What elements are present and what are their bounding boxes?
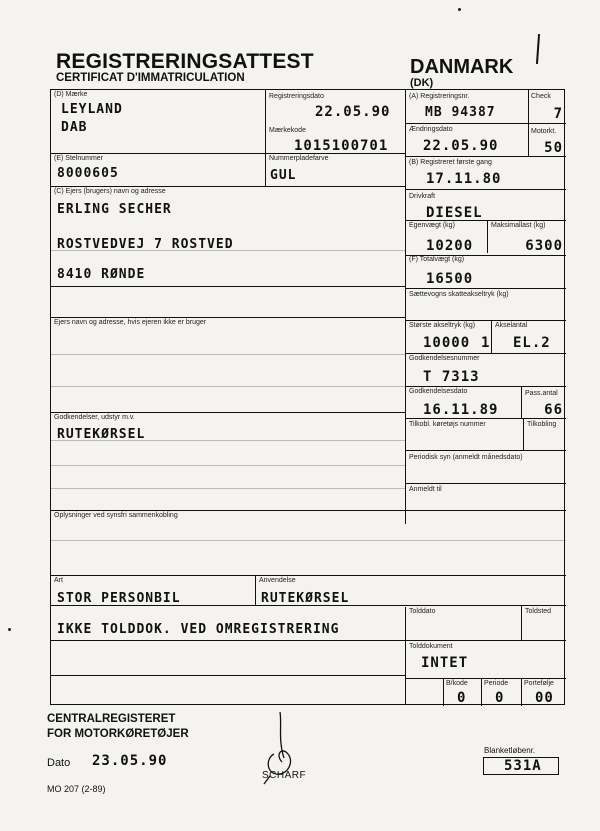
value-portefolje: 00 <box>535 690 554 706</box>
speck <box>8 628 11 631</box>
label-drivkraft: Drivkraft <box>409 193 436 200</box>
label-check: Check <box>531 93 551 100</box>
document-subtitle: CERTIFICAT D'IMMATRICULATION <box>56 72 245 84</box>
label-tilkobl-nummer: Tilkobl. køretøjs nummer <box>409 421 486 428</box>
speck <box>458 8 461 11</box>
label-egenvaegt: Egenvægt (kg) <box>409 222 455 229</box>
country-code: (DK) <box>410 77 434 89</box>
label-stelnummer: (E) Stelnummer <box>54 155 104 162</box>
label-bkode: B/kode <box>446 680 468 687</box>
value-aendringsdato: 22.05.90 <box>423 138 499 154</box>
value-totalvaegt: 16500 <box>426 271 474 287</box>
value-bkode: 0 <box>457 690 467 706</box>
value-periode: 0 <box>495 690 505 706</box>
value-maksimallast: 6300 <box>525 238 563 254</box>
label-periodisk: Periodisk syn (anmeldt månedsdato) <box>409 454 523 461</box>
value-nummerpladefarve: GUL <box>270 168 297 183</box>
central-register-line2: FOR MOTORKØRETØJER <box>47 728 189 740</box>
blanket-label: Blanketløbenr. <box>484 746 536 755</box>
label-godkendelsesdato: Godkendelsesdato <box>409 388 468 395</box>
label-maerkekode: Mærkekode <box>269 127 306 134</box>
label-pass-antal: Pass.antal <box>525 390 558 397</box>
label-anmeldt: Anmeldt til <box>409 486 442 493</box>
dato-value: 23.05.90 <box>92 753 168 769</box>
value-registreringsdato: 22.05.90 <box>315 104 391 120</box>
blanket-value: 531A <box>504 758 542 774</box>
label-toldsted: Toldsted <box>525 608 552 615</box>
value-stelnummer: 8000605 <box>57 166 119 181</box>
signature-name: SCHARF <box>262 770 307 781</box>
pen-mark <box>536 34 540 64</box>
label-tilkobling: Tilkobling <box>527 421 557 428</box>
label-akselantal: Akselantal <box>495 322 528 329</box>
label-saettevogns: Sættevogns skatteakseltryk (kg) <box>409 291 509 298</box>
value-ejer-city: 8410 RØNDE <box>57 267 146 282</box>
value-maerke-2: DAB <box>61 120 88 135</box>
value-akseltryk: 10000 <box>423 335 471 351</box>
registration-form <box>50 89 565 705</box>
label-aendringsdato: Ændringsdato <box>409 126 453 133</box>
value-remark: IKKE TOLDDOK. VED OMREGISTRERING <box>57 622 340 637</box>
value-godkendelsesnummer: T 7313 <box>423 369 480 385</box>
value-egenvaegt: 10200 <box>426 238 474 254</box>
label-maerke: (D) Mærke <box>54 91 88 98</box>
value-forste-gang: 17.11.80 <box>426 171 502 187</box>
value-registreringsnr: MB 94387 <box>425 105 496 120</box>
value-tolddokument: INTET <box>421 655 469 671</box>
value-akselantal-2: EL.2 <box>513 335 551 351</box>
value-motorkt: 50 <box>544 140 563 156</box>
value-maerke-1: LEYLAND <box>61 102 123 117</box>
label-registreringsdato: Registreringsdato <box>269 93 324 100</box>
value-anvendelse: RUTEKØRSEL <box>261 591 350 606</box>
value-ejer-name: ERLING SECHER <box>57 202 172 217</box>
value-godkendelsesdato: 16.11.89 <box>423 402 499 418</box>
label-anvendelse: Anvendelse <box>259 577 296 584</box>
label-maksimallast: Maksimallast (kg) <box>491 222 546 229</box>
label-nummerpladefarve: Nummerpladefarve <box>269 155 329 162</box>
label-art: Art <box>54 577 63 584</box>
value-godkendelser: RUTEKØRSEL <box>57 427 146 442</box>
value-maerkekode: 1015100701 <box>294 138 389 154</box>
label-totalvaegt: (F) Totalvægt (kg) <box>409 256 465 263</box>
label-tolddato: Tolddato <box>409 608 436 615</box>
dato-label: Dato <box>47 757 71 769</box>
value-akselantal-1: 1 <box>481 335 491 351</box>
form-code: MO 207 (2-89) <box>47 784 106 794</box>
label-ejer: (C) Ejers (brugers) navn og adresse <box>54 188 166 195</box>
value-check: 7 <box>553 106 563 122</box>
label-godkendelser: Godkendelser, udstyr m.v. <box>54 414 135 421</box>
label-forste-gang: (B) Registreret første gang <box>409 159 492 166</box>
value-pass-antal: 66 <box>544 402 563 418</box>
central-register-line1: CENTRALREGISTERET <box>47 713 176 725</box>
label-registreringsnr: (A) Registreringsnr. <box>409 93 470 100</box>
label-ejer2: Ejers navn og adresse, hvis ejeren ikke er bruger <box>54 319 207 326</box>
value-ejer-street: ROSTVEDVEJ 7 ROSTVED <box>57 237 234 252</box>
value-art: STOR PERSONBIL <box>57 591 181 606</box>
document-title: REGISTRERINGSATTEST <box>56 50 314 73</box>
label-akseltryk: Største akseltryk (kg) <box>409 322 476 329</box>
label-godkendelsesnummer: Godkendelsesnummer <box>409 355 480 362</box>
country-name: DANMARK <box>410 56 514 78</box>
label-periode: Periode <box>484 680 509 687</box>
value-drivkraft: DIESEL <box>426 205 483 221</box>
label-tolddokument: Tolddokument <box>409 643 453 650</box>
label-motorkt: Motorkt. <box>531 128 557 135</box>
label-portefolje: Portefølje <box>524 680 554 687</box>
label-oplysninger: Oplysninger ved synsfri sammenkobling <box>54 512 178 519</box>
